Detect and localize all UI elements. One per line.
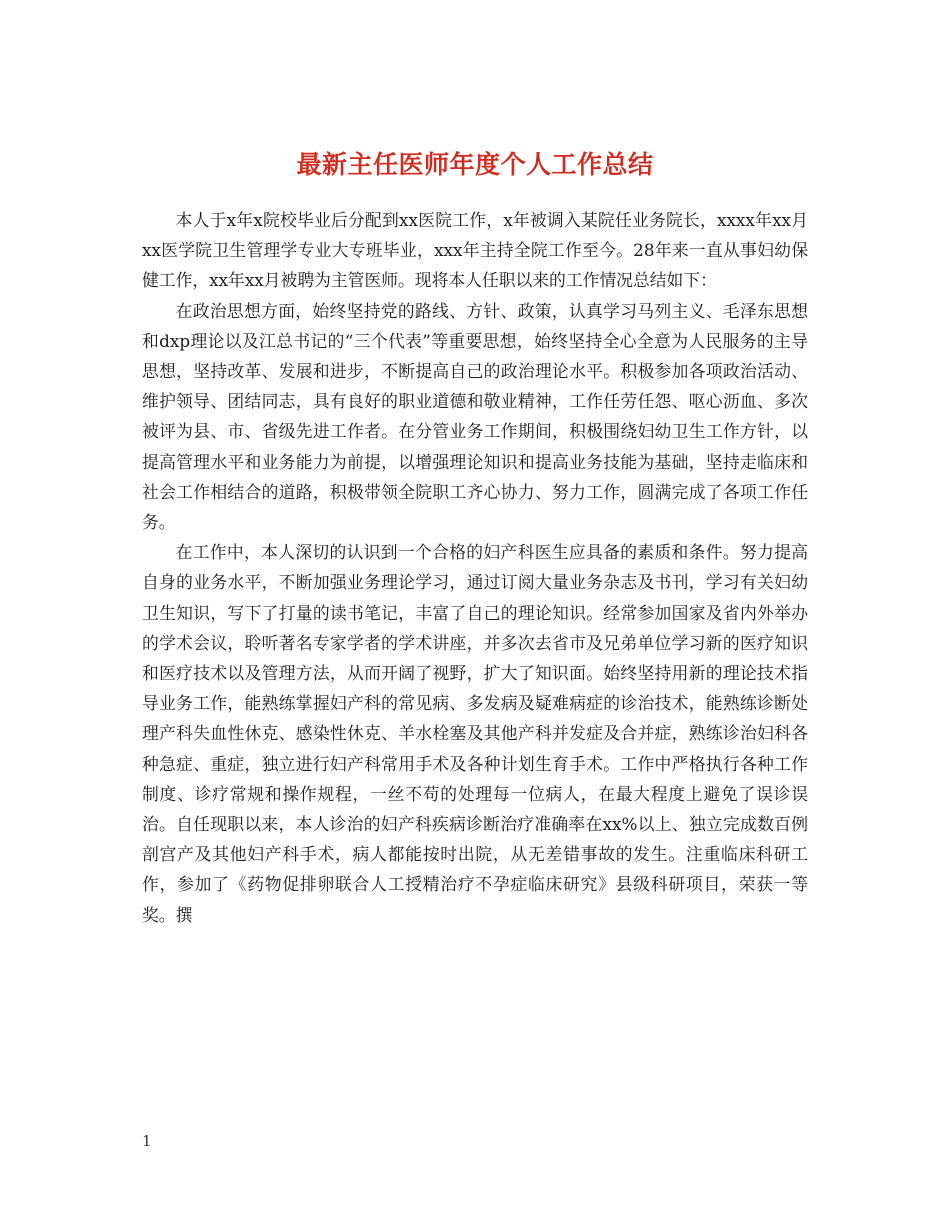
page-number: 1 [142,1132,152,1150]
paragraph: 在政治思想方面，始终坚持党的路线、方针、政策，认真学习马列主义、毛泽东思想和dxp理论以及江总书记的“三个代表”等重要思想，始终坚持全心全意为人民服务的主导思想，坚持改革、发展和进步，不断提高自己的政治理论水平。积极参加各项政治活动、维护领导、团结同志，具有良好的职业道德和敬业精神，工作任劳任怨、呕心沥血、多次被评为县、市、省级先进工作者。在分管业务工作期间，积极围绕妇幼卫生工作方针，以提高管理水平和业务能力为前提，以增强理论知识和提高业务技能为基础，坚持走临床和社会工作相结合的道路，积极带领全院职工齐心协力、努力工作，圆满完成了各项工作任务。 [142,300,808,533]
document-body [142,205,808,930]
paragraph: 本人于x年x院校毕业后分配到xx医院工作，x年被调入某院任业务院长，xxxx年xx月xx医学院卫生管理学专业大专班毕业，xxx年主持全院工作至今。28年来一直从事妇幼保健工作，xx年xx月被聘为主管医师。现将本人任职以来的工作情况总结如下： [142,210,808,291]
paragraph: 在工作中，本人深切的认识到一个合格的妇产科医生应具备的素质和条件。努力提高自身的业务水平，不断加强业务理论学习，通过订阅大量业务杂志及书刊，学习有关妇幼卫生知识，写下了打量的读书笔记，丰富了自己的理论知识。经常参加国家及省内外举办的学术会议，聆听著名专家学者的学术讲座，并多次去省市及兄弟单位学习新的医疗知识和医疗技术以及管理方法，从而开阔了视野，扩大了知识面。始终坚持用新的理论技术指导业务工作，能熟练掌握妇产科的常见病、多发病及疑难病症的诊治技术，能熟练诊断处理产科失血性休克、感染性休克、羊水栓塞及其他产科并发症及合并症，熟练诊治妇科各种急症、重症，独立进行妇产科常用手术及各种计划生育手术。工作中严格执行各种工作制度、诊疗常规和操作规程，一丝不苟的处理每一位病人，在最大程度上避免了误诊误治。自任现职以来，本人诊治的妇产科疾病诊断治疗准确率在xx%以上、独立完成数百例剖宫产及其他妇产科手术，病人都能按时出院，从无差错事故的发生。注重临床科研工作，参加了《药物促排卵联合人工授精治疗不孕症临床研究》县级科研项目，荣获一等奖。撰 [142,542,808,925]
document-title: 最新主任医师年度个人工作总结 [296,149,654,179]
